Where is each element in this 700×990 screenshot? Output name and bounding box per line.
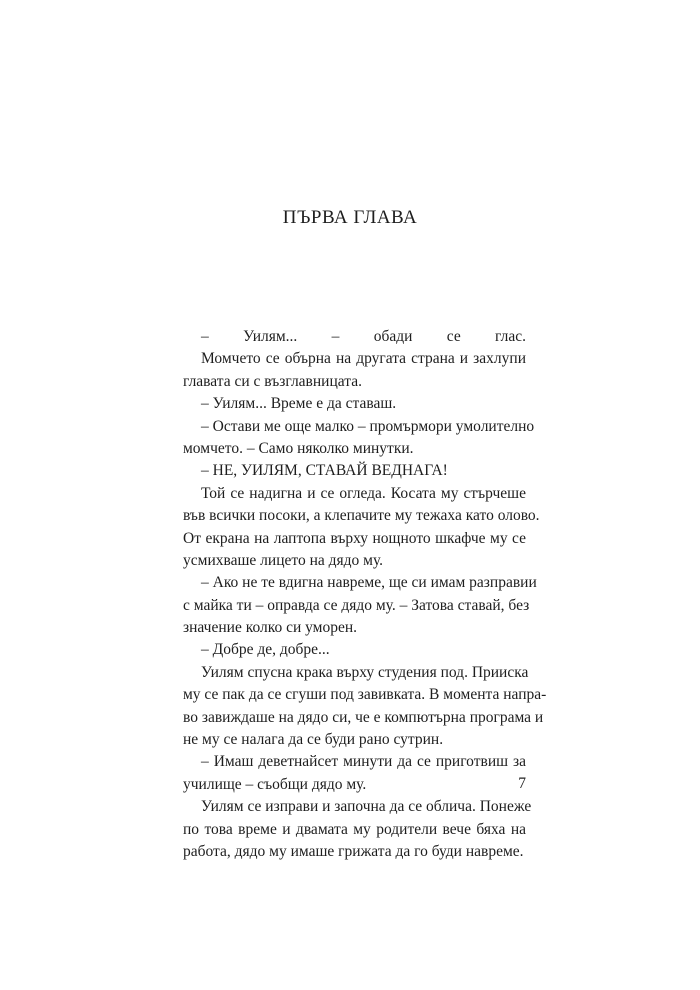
text-line: във всички посоки, а клепачите му тежаха като олово.: [183, 507, 540, 525]
text-line: во завиждаше на дядо си, че е компютърна програма и: [183, 708, 544, 726]
text-line: – Добре де, добре...: [201, 641, 330, 659]
text-line: – НЕ, УИЛЯМ, СТАВАЙ ВЕДНАГА!: [201, 462, 448, 480]
text-line: главата си с възглавницата.: [183, 372, 362, 390]
text-line: Той се надигна и се огледа. Косата му стърчеше: [201, 484, 526, 502]
text-line: – Ако не те вдигна навреме, ще си имам разправии: [201, 574, 537, 592]
text-line: по това време и двамата му родители вече бяха на: [183, 820, 526, 838]
text-line: работа, дядо му имаше грижата да го буди навреме.: [183, 842, 524, 860]
text-line: – Имаш деветнайсет минути да се приготвиш за: [201, 753, 526, 771]
text-line: значение колко си уморен.: [183, 619, 358, 637]
text-line: – Уилям... – обади се глас.: [201, 328, 526, 345]
text-line: училище – съобщи дядо му.: [183, 775, 367, 793]
text-line: момчето. – Само няколко минутки.: [183, 439, 414, 457]
text-line: Момчето се обърна на другата страна и захлупи: [201, 350, 526, 368]
body-text: [183, 326, 547, 863]
text-line: – Остави ме още малко – промърмори умолително: [201, 417, 535, 435]
text-line: не му се налага да се буди рано сутрин.: [183, 731, 444, 749]
page-number: 7: [518, 775, 526, 792]
text-line: – Уилям... Време е да ставаш.: [201, 395, 397, 413]
text-line: му се пак да се сгуши под завивката. В момента напра-: [183, 686, 547, 704]
text-line: усмихваше лицето на дядо му.: [183, 551, 384, 569]
text-line: с майка ти – оправда се дядо му. – Затова ставай, без: [183, 596, 530, 614]
chapter-title: ПЪРВА ГЛАВА: [282, 207, 418, 228]
text-line: Уилям се изправи и започна да се облича. Понеже: [201, 798, 532, 816]
text-line: От екрана на лаптопа върху нощното шкафче му се: [183, 529, 526, 547]
text-line: Уилям спусна крака върху студения под. Прииска: [201, 663, 529, 681]
